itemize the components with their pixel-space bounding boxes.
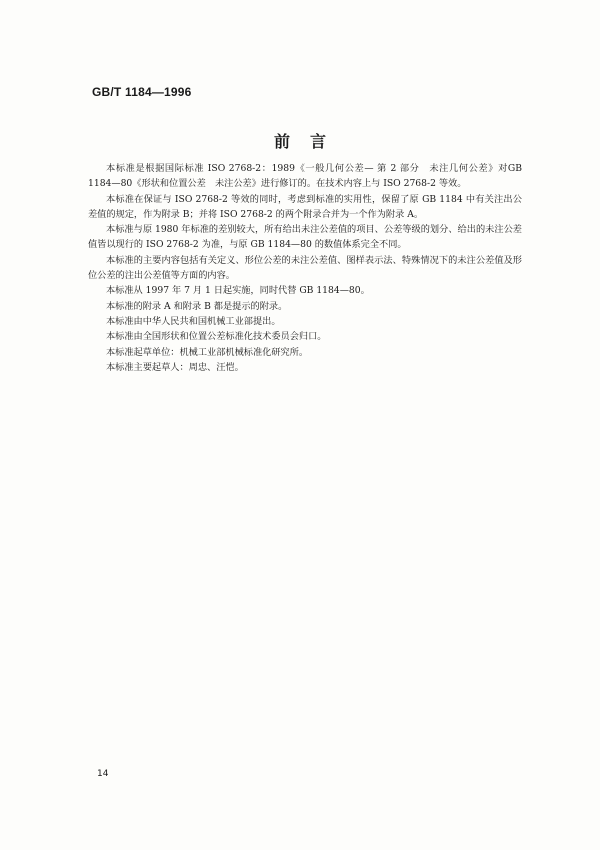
- paragraph-1: 本标准是根据国际标准 ISO 2768-2：1989《一般几何公差— 第 2 部分 未注几何公差》对GB 1184—80《形状和位置公差 未注公差》进行修订的。在技术内容上与 ISO 2768-2 等效。: [88, 163, 522, 190]
- standard-code-header: GB/T 1184—1996: [92, 85, 192, 99]
- paragraph-5: 本标准从 1997 年 7 月 1 日起实施，同时代替 GB 1184—80。: [106, 285, 370, 297]
- page-title: 前言: [273, 132, 346, 151]
- paragraph-7: 本标准由中华人民共和国机械工业部提出。: [106, 315, 281, 327]
- paragraph-4: 本标准的主要内容包括有关定义、形位公差的未注公差值、图样表示法、特殊情况下的未注公差值及形位公差的注出公差值等方面的内容。: [88, 254, 522, 282]
- foreword-body: [88, 161, 522, 375]
- paragraph-3: 本标准与原 1980 年标准的差别较大，所有给出未注公差值的项目、公差等级的划分、给出的未注公差值皆以现行的 ISO 2768-2 为准，与原 GB 1184—80 的数值体系完全不同。: [88, 224, 522, 251]
- page-number: 14: [97, 769, 109, 779]
- paragraph-10: 本标准主要起草人：周忠、汪恺。: [106, 361, 244, 373]
- paragraph-9: 本标准起草单位：机械工业部机械标准化研究所。: [106, 346, 309, 358]
- paragraph-6: 本标准的附录 A 和附录 B 都是提示的附录。: [106, 300, 288, 312]
- paragraph-2: 本标准在保证与 ISO 2768-2 等效的同时，考虑到标准的实用性，保留了原 GB 1184 中有关注出公差值的规定，作为附录 B；并将 ISO 2768-2 的两个附录合并为一个作为附录 A。: [88, 193, 522, 220]
- paragraph-8: 本标准由全国形状和位置公差标准化技术委员会归口。: [106, 331, 327, 343]
